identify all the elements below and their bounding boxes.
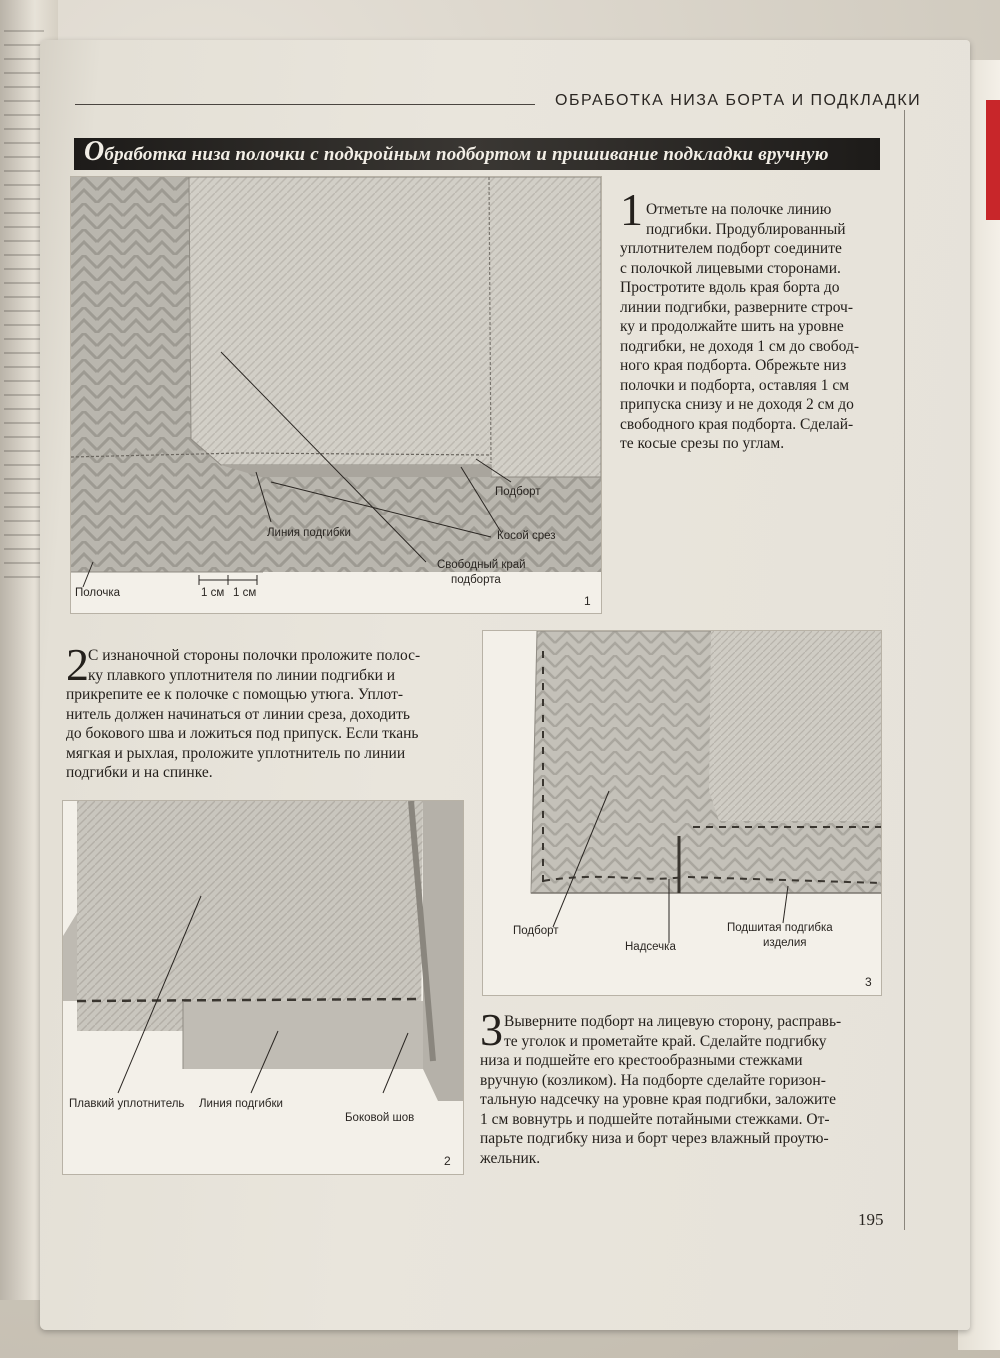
step3-line: вручную (козликом). На подборте сделайте горизон- [480, 1071, 826, 1089]
step1-dropcap: 1 [620, 184, 643, 235]
step2-line: подгибки и на спинке. [66, 764, 213, 781]
figure-3-number: 3 [865, 975, 872, 989]
fig2-label-bokovoy-shov: Боковой шов [345, 1112, 415, 1124]
page-number: 195 [858, 1210, 884, 1229]
step1-line: те косые срезы по углам. [620, 435, 785, 452]
step3-line: жельник. [480, 1149, 541, 1167]
step1-text [620, 200, 890, 454]
step2-text [66, 639, 466, 783]
figure-1 [70, 176, 602, 614]
step1-line: с полочкой лицевыми сторонами. [620, 259, 841, 277]
fig3-label-podshitaya-1: Подшитая подгибка [727, 922, 833, 934]
section-title-cap: О [84, 136, 105, 167]
step3-line: низа и подшейте его крестообразными стежками [480, 1052, 803, 1069]
fig3-label-nadsechka: Надсечка [625, 941, 676, 953]
step3-line: парьте подгибку низа и борт через влажный проутю- [480, 1130, 829, 1147]
figure-2-number: 2 [444, 1154, 451, 1168]
step1-line: свободного края подборта. Сделай- [620, 415, 854, 433]
fig2-label-liniya-podgibki: Линия подгибки [199, 1098, 283, 1110]
step2-dropcap: 2 [66, 639, 89, 690]
header-rule [75, 104, 535, 105]
fig1-label-polochka: Полочка [75, 587, 121, 599]
step2-line: нитель должен начинаться от линии среза, доходить [66, 705, 410, 723]
fig1-label-kosoy-srez: Косой срез [497, 530, 556, 542]
step1-line: припуска снизу и не доходя 2 см до [620, 396, 854, 413]
margin-rule [904, 110, 905, 1230]
book-tab [986, 100, 1000, 220]
step1-line: ного края подборта. Обрежьте низ [620, 357, 847, 374]
running-title: ОБРАБОТКА НИЗА БОРТА И ПОДКЛАДКИ [555, 92, 922, 109]
fig3-label-podbort: Подборт [513, 925, 559, 937]
step2-line: до бокового шва и ложиться под припуск. Если ткань [66, 725, 419, 742]
fig1-label-svobodny-1: Свободный край [437, 559, 526, 571]
step2-line: С изнаночной стороны полочки проложите полос- [88, 647, 421, 664]
figure-3 [482, 630, 882, 996]
step2-line: мягкая и рыхлая, проложите уплотнитель по линии [66, 744, 406, 762]
fig1-label-svobodny-2: подборта [451, 574, 501, 586]
facing-page-text [4, 30, 44, 590]
step1-line: ку и продолжайте шить на уровне [620, 318, 844, 335]
step1-line: подгибки, не доходя 1 см до свобод- [620, 337, 860, 355]
section-title-text: бработка низа полочки с подкройным подбортом и пришивание подкладки вручную [104, 144, 829, 165]
step1-line: Отметьте на полочке линию [646, 201, 832, 218]
fig3-label-podshitaya-2: изделия [763, 937, 807, 949]
figure-2 [62, 800, 464, 1175]
step1-line: подгибки. Продублированный [646, 220, 846, 238]
step2-line: ку плавкого уплотнителя по линии подгибки и [88, 666, 396, 684]
fig1-label-cm-1: 1 см [201, 587, 225, 599]
step3-line: тальную надсечку на уровне края подгибки, заложите [480, 1091, 836, 1108]
step1-line: линии подгибки, разверните строч- [620, 298, 854, 316]
step3-line: Выверните подборт на лицевую сторону, расправь- [504, 1013, 842, 1030]
figure-1-number: 1 [584, 594, 591, 608]
fig1-label-liniya-podgibki: Линия подгибки [267, 527, 351, 539]
step2-line: прикрепите ее к полочке с помощью утюга. Уплот- [66, 686, 404, 703]
section-title [84, 136, 829, 167]
fig1-label-podbort: Подборт [495, 486, 541, 498]
step3-line: те уголок и прометайте край. Сделайте подгибку [504, 1032, 827, 1050]
step3-text [480, 1004, 890, 1168]
step3-dropcap: 3 [480, 1004, 503, 1055]
fig2-label-plavkiy: Плавкий уплотнитель [69, 1098, 185, 1110]
step1-line: полочки и подборта, оставляя 1 см [620, 376, 850, 394]
step1-line: Простротите вдоль края борта до [620, 279, 840, 296]
step1-line: уплотнителем подборт соедините [620, 240, 842, 257]
figure-3-illustration [483, 631, 881, 995]
step3-line: 1 см вовнутрь и подшейте потайными стежками. От- [480, 1110, 830, 1128]
figure-1-illustration [71, 177, 601, 613]
fig1-label-cm-2: 1 см [233, 587, 257, 599]
